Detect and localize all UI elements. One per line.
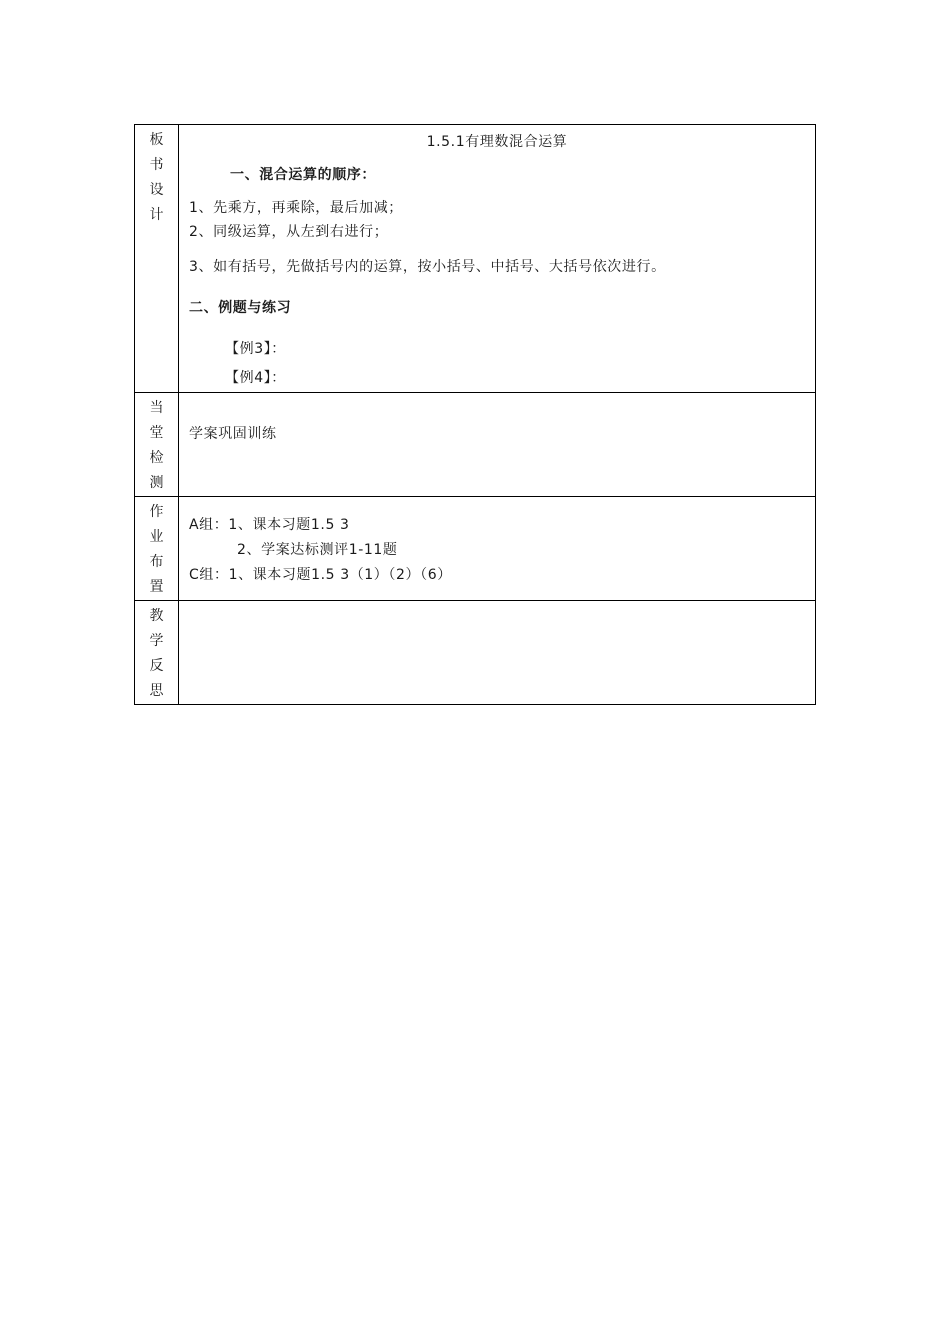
in-class-check-label-char-2: 堂 [149, 425, 164, 441]
rule-2: 2、同级运算，从左到右进行； [189, 224, 389, 240]
board-design-label-char-3: 设 [149, 182, 164, 198]
homework-line-1: A组：1、课本习题1.5 3 [189, 517, 350, 533]
in-class-check-label-char-3: 检 [149, 450, 164, 466]
example-4: 【例4】： [225, 370, 286, 386]
homework-label-char-2: 业 [149, 529, 164, 545]
in-class-check-content [179, 393, 816, 497]
homework-label-char-1: 作 [149, 504, 164, 520]
rule-3: 3、如有括号，先做括号内的运算，按小括号、中括号、大括号依次进行。 [189, 259, 666, 275]
reflection-row [135, 601, 816, 705]
reflection-content [179, 601, 816, 705]
board-design-label-char-2: 书 [149, 157, 164, 173]
reflection-label [135, 601, 179, 705]
reflection-label-char-3: 反 [149, 658, 164, 674]
lesson-title: 1.5.1有理数混合运算 [426, 134, 568, 150]
board-design-row [135, 125, 816, 393]
reflection-label-char-2: 学 [149, 633, 164, 649]
reflection-label-char-1: 教 [149, 608, 164, 624]
board-design-content [179, 125, 816, 393]
reflection-label-char-4: 思 [149, 683, 164, 699]
in-class-check-row [135, 393, 816, 497]
section1-heading: 一、混合运算的顺序： [230, 167, 376, 183]
board-design-label-char-1: 板 [149, 132, 164, 148]
homework-row [135, 497, 816, 601]
homework-label [135, 497, 179, 601]
section2-heading: 二、例题与练习 [189, 300, 292, 316]
board-design-label-char-4: 计 [149, 207, 164, 223]
in-class-check-label-char-4: 测 [149, 475, 164, 491]
example-3: 【例3】： [225, 341, 286, 357]
homework-line-2: 2、学案达标测评1-11题 [237, 542, 398, 558]
in-class-check-label [135, 393, 179, 497]
homework-line-3: C组：1、课本习题1.5 3（1）（2）（6） [189, 567, 452, 583]
rule-1: 1、先乘方，再乘除，最后加减； [189, 200, 403, 216]
lesson-plan-table [134, 124, 816, 705]
homework-label-char-3: 布 [149, 554, 164, 570]
board-design-label [135, 125, 179, 393]
homework-label-char-4: 置 [149, 579, 164, 595]
in-class-check-text: 学案巩固训练 [189, 426, 277, 442]
in-class-check-label-char-1: 当 [149, 400, 164, 416]
homework-content [179, 497, 816, 601]
